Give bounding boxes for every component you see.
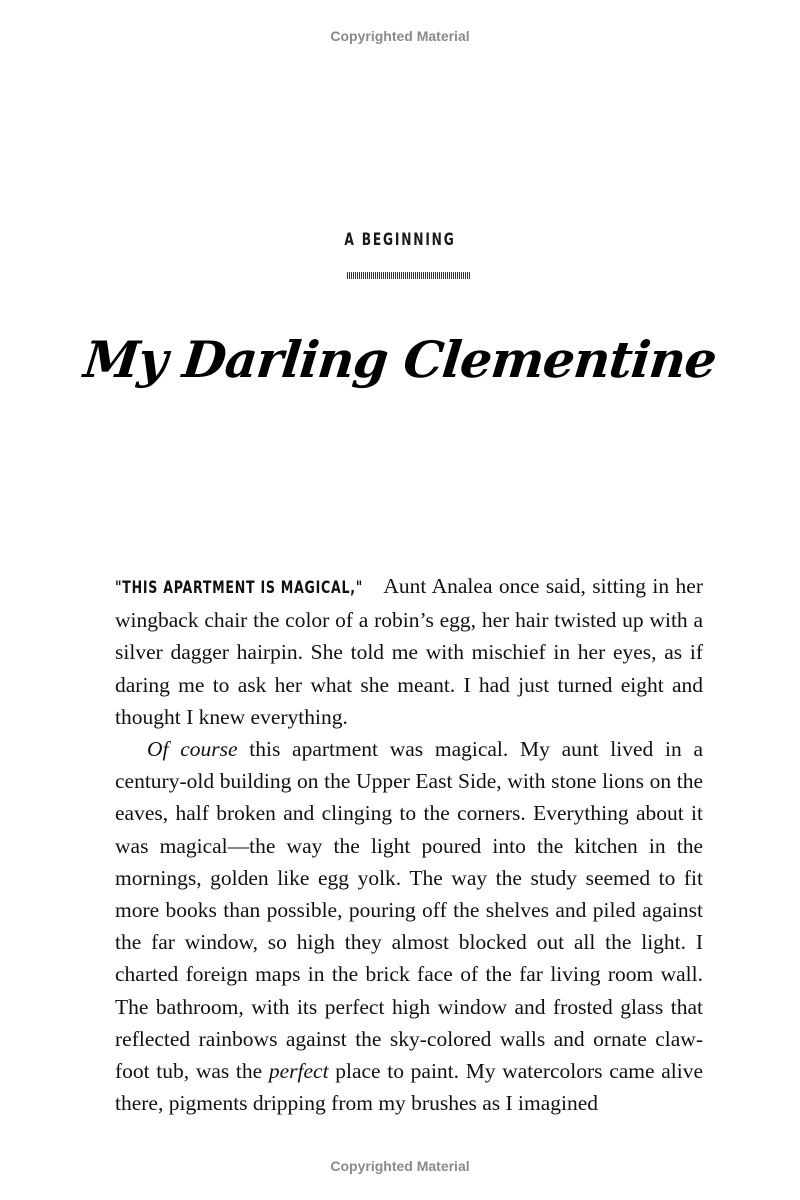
chapter-title: My Darling Clementine — [81, 330, 719, 389]
paragraph-text: this apartment was magical. My aunt lived in a century-old building on the Upper East Side, with stone lions on the eaves, half broken and clinging to the corners. Everything about it was magical—the way the light poured into the kitchen in the mornings, golden like egg yolk. The way the study seemed to fit more books than possible, pouring off the shelves and piled against the far window, so high they almost blocked out all the light. I charted foreign maps in the brick face of the far living room wall. The bathroom, with its perfect high window and frosted glass that reflected rainbows against the sky-colored walls and ornate claw-foot tub, was the — [115, 737, 703, 1084]
body-text — [115, 570, 703, 1119]
decorative-rule — [347, 272, 471, 279]
chapter-label: A BEGINNING — [344, 230, 456, 250]
paragraph-text: Aunt Analea once said, sitting in her wingback chair the color of a robin’s egg, her hair twisted up with a silver dagger hairpin. She told me with mischief in her eyes, as if daring me to ask her what she meant. I had just turned eight and thought I knew everything. — [115, 574, 703, 729]
paragraph-1 — [115, 570, 703, 733]
copyright-watermark-bottom: Copyrighted Material — [330, 1158, 470, 1174]
italic-word: perfect — [268, 1059, 329, 1084]
paragraph-text: place to paint. My watercolors came alive there, pigments dripping from my brushes as I imagined — [115, 1059, 703, 1116]
italic-phrase: Of course — [147, 737, 238, 762]
paragraph-2 — [115, 733, 703, 1119]
copyright-watermark-top: Copyrighted Material — [330, 28, 470, 44]
lead-in-small-caps: "THIS APARTMENT IS MAGICAL," — [115, 578, 364, 598]
